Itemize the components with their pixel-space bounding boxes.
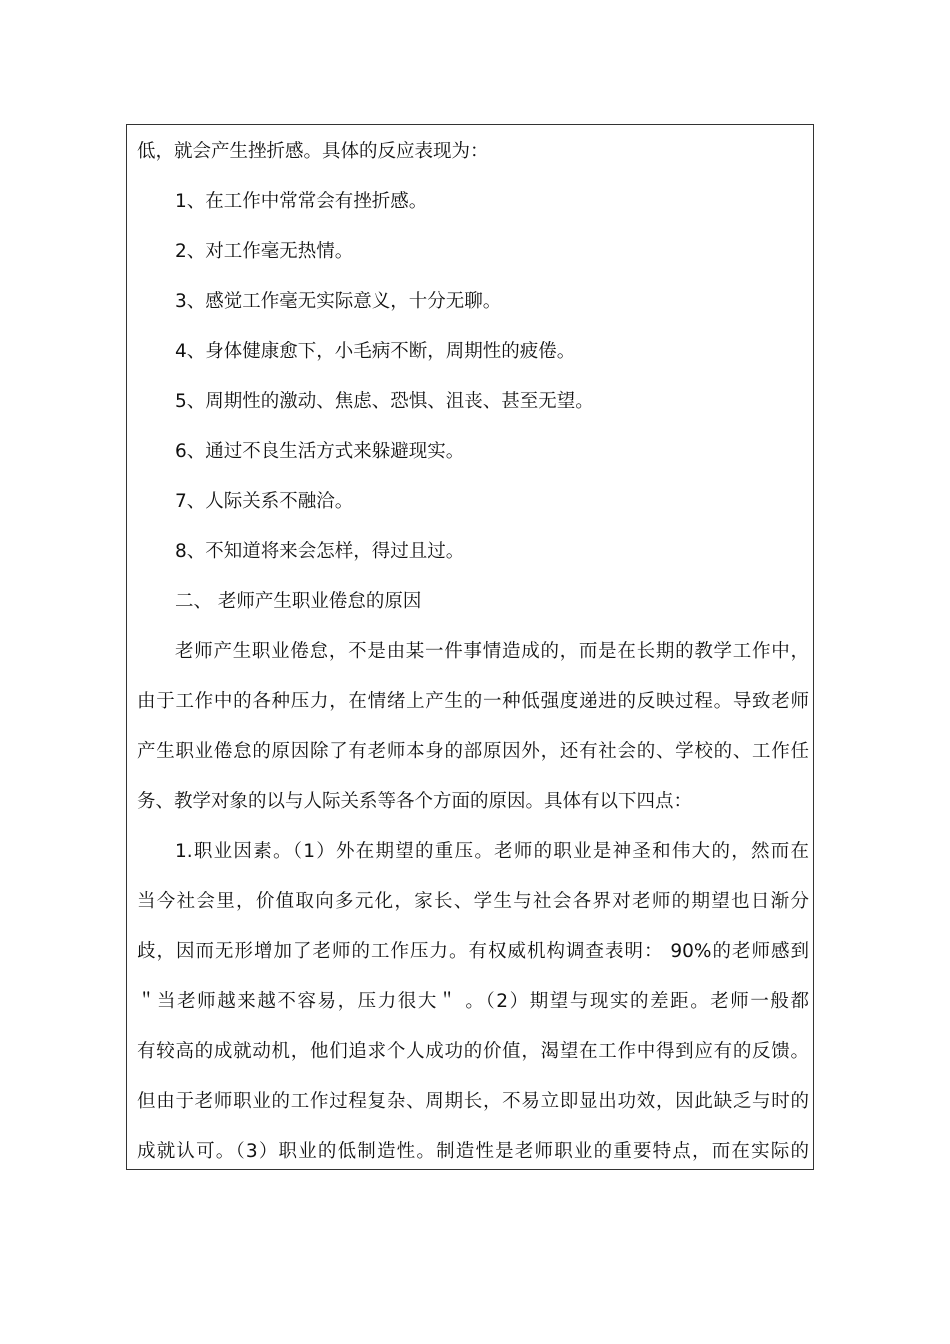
list-item-1: 1、在工作中常常会有挫折感。: [175, 191, 428, 212]
list-item-4: 4、身体健康愈下，小毛病不断，周期性的疲倦。: [175, 341, 576, 362]
paragraph-line: 老师产生职业倦怠，不是由某一件事情造成的，而是在长期的教学工作中，: [175, 641, 809, 662]
list-item-8: 8、不知道将来会怎样，得过且过。: [175, 541, 465, 562]
paragraph-line: 1.职业因素。（1）外在期望的重压。老师的职业是神圣和伟大的，然而在: [175, 841, 809, 862]
list-item-5: 5、周期性的激动、焦虑、恐惧、沮丧、甚至无望。: [175, 391, 594, 412]
paragraph-line: 产生职业倦怠的原因除了有老师本身的部原因外，还有社会的、学校的、工作任: [137, 741, 809, 762]
list-item-2: 2、对工作毫无热情。: [175, 241, 354, 262]
paragraph-line: 由于工作中的各种压力，在情绪上产生的一种低强度递进的反映过程。导致老师: [137, 691, 809, 712]
paragraph-line: 有较高的成就动机，他们追求个人成功的价值，渴望在工作中得到应有的反馈。: [137, 1041, 809, 1062]
paragraph-line: 但由于老师职业的工作过程复杂、周期长，不易立即显出功效，因此缺乏与时的: [137, 1091, 809, 1112]
paragraph-line: ＂当老师越来越不容易，压力很大＂ 。（2）期望与现实的差距。老师一般都: [137, 991, 809, 1012]
paragraph-line: 歧，因而无形增加了老师的工作压力。有权威机构调查表明： 90%的老师感到: [137, 941, 809, 962]
document-frame: [126, 124, 814, 1170]
document-body: [137, 137, 809, 1187]
text-line-continuation: 低，就会产生挫折感。具体的反应表现为：: [137, 141, 489, 162]
list-item-6: 6、通过不良生活方式来躲避现实。: [175, 441, 465, 462]
paragraph-line: 成就认可。（3）职业的低制造性。制造性是老师职业的重要特点，而在实际的: [137, 1141, 809, 1162]
paragraph-line: 当今社会里，价值取向多元化，家长、学生与社会各界对老师的期望也日渐分: [137, 891, 809, 912]
list-item-7: 7、人际关系不融洽。: [175, 491, 354, 512]
list-item-3: 3、感觉工作毫无实际意义，十分无聊。: [175, 291, 502, 312]
paragraph-line: 务、教学对象的以与人际关系等各个方面的原因。具体有以下四点：: [137, 791, 693, 812]
section-heading: 二、 老师产生职业倦怠的原因: [175, 591, 422, 612]
